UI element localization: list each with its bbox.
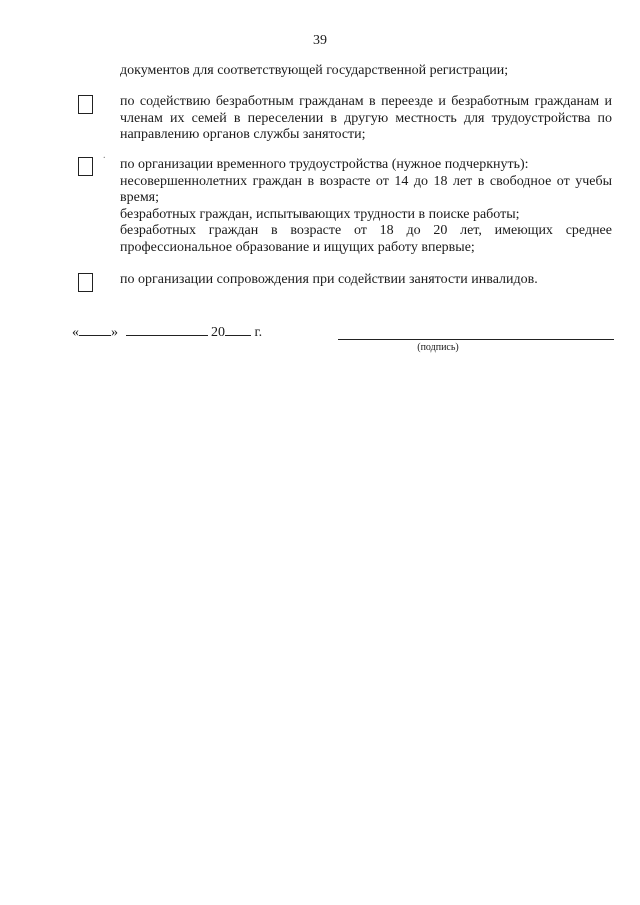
checkbox-temporary-employment[interactable] bbox=[78, 157, 93, 176]
option-minors[interactable]: несовершеннолетних граждан в возрасте от 14 до 18 лет в свободное от учебы время; bbox=[120, 173, 612, 205]
month-blank[interactable] bbox=[126, 334, 208, 336]
stray-mark: . bbox=[103, 150, 106, 161]
day-blank[interactable] bbox=[79, 334, 111, 336]
checkbox-disabled-support[interactable] bbox=[78, 273, 93, 292]
item-registration-text: документов для соответствующей государственной регистрации; bbox=[120, 63, 509, 78]
date-close-quote: » bbox=[111, 325, 118, 340]
option-young-graduates[interactable]: безработных граждан в возрасте от 18 до 20 лет, имеющих среднее профессиональное образование и ищущих работу впервые; bbox=[120, 223, 612, 255]
item-temporary-employment bbox=[120, 157, 612, 256]
page-number: 39 bbox=[313, 33, 327, 48]
item-disabled-support-text: по организации сопровождения при содействии занятости инвалидов. bbox=[120, 272, 538, 287]
date-open-quote: « bbox=[72, 325, 79, 340]
year-prefix: 20 bbox=[211, 325, 225, 340]
date-field bbox=[72, 325, 262, 341]
item-relocation-text: по содействию безработным гражданам в переезде и безработным гражданам и членам их семей в переселении в другую местность для трудоустройства по направлению органов службы занятости; bbox=[120, 94, 612, 142]
checkbox-relocation[interactable] bbox=[78, 95, 93, 114]
signature-line[interactable] bbox=[338, 339, 614, 340]
temporary-employment-heading: по организации временного трудоустройства (нужное подчеркнуть): bbox=[120, 157, 529, 172]
signature-caption: (подпись) bbox=[417, 342, 459, 353]
option-hard-to-employ[interactable]: безработных граждан, испытывающих трудности в поиске работы; bbox=[120, 206, 520, 222]
year-blank[interactable] bbox=[225, 334, 251, 336]
year-suffix: г. bbox=[254, 325, 263, 340]
